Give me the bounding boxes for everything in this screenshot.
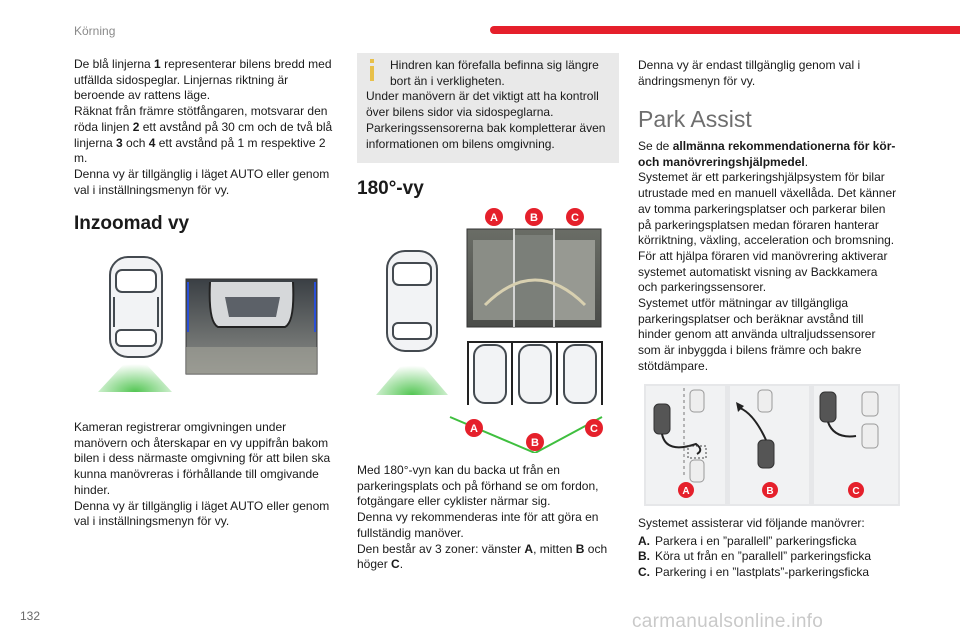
text: De blå linjerna [74,57,155,71]
paragraph-zoom-camera: Kameran registrerar omgivningen under manövern och återskapar en vy uppifrån bakom bilen i dess närmaste omgivning för att bilen ska kunna manövreras i förhållande till omgivande hinder. [74,420,331,497]
paragraph-camera-activation: För att hjälpa föraren vid manövrering aktiverar systemet automatiskt visning av Backkamera och parkeringssensorer. [638,248,888,295]
paragraph-red-line [74,104,336,167]
badge-a: A [470,423,478,435]
zone-a: A [524,541,534,556]
car-top-icon [110,257,162,357]
camera-field-glow [376,353,448,395]
parking-cars-row [467,342,603,405]
paragraph-zoom-availability: Denna vy är tillgänglig i läget AUTO eller genom val i inställningsmenyn för vy. [74,498,330,529]
camera-screen-180 [467,229,601,327]
badge-c: C [852,486,860,497]
paragraph-recommendations [638,139,900,170]
view-180-illustration [370,205,610,453]
list-text: Köra ut från en ”parallell” parkeringsficka [655,549,872,564]
paragraph-menu-availability: Denna vy är endast tillgänglig genom val i ändringsmenyn för vy. [638,58,861,88]
paragraph-180-recommendation: Denna vy rekommenderas inte för att göra en fullständig manöver. [357,510,599,540]
recommendations-link[interactable]: allmänna rekommendationerna för kör- och manövreringshjälpmedel [638,139,896,169]
park-assist-list [638,516,900,581]
text: . [399,557,404,572]
paragraph-blue-lines [74,57,336,104]
info-line-sensors: Parkeringssensorerna bak kompletterar även informationen om bilens omgivning. [366,120,606,151]
zone-b: B [575,541,585,556]
zoom-description [74,420,336,530]
park-assist-text [638,139,900,375]
paragraph-system-description: Systemet är ett parkeringshjälpsystem för bilar utrustade med en manuell växellåda. Det känner av tomma parkeringsplatser och parkerar bilen på parkeringsplatsen medan föraren hanterar körriktning, växling, acceleration och bromsning. [638,170,897,248]
badge-b: B [766,486,774,497]
ref-3: 3 [116,135,123,150]
watermark: carmanualsonline.info [632,611,824,632]
zoom-camera-screen [186,279,317,374]
list-item [638,565,900,581]
text: , mitten [533,541,576,556]
zone-c: C [391,557,400,572]
text: ett avstånd på 1 m respektive 2 m. [74,135,326,166]
badge-a: A [682,486,690,497]
zoom-view-illustration [90,252,335,392]
text: Den består av 3 zoner: vänster [357,541,525,556]
badge-c: C [571,212,579,224]
text: ett avstånd på 30 cm och de två blå linjerna [74,119,333,150]
ref-4: 4 [148,135,156,150]
list-letter: B. [638,549,650,564]
list-text: Parkera i en ”parallell” parkeringsficka [655,533,857,548]
view-180-description [357,463,619,573]
park-assist-illustration [644,384,900,506]
heading-park-assist: Park Assist [638,106,752,132]
zone-badges-bottom [465,419,603,451]
heading-180-view: 180°-vy [357,178,424,199]
list-item [638,534,900,550]
text: och [122,135,149,150]
column-right-top [638,58,900,89]
header-accent-bar [490,26,960,34]
text: och höger [357,541,608,572]
list-letter: C. [638,565,650,580]
list-item [638,549,900,565]
text: . [804,154,809,169]
info-line-obstacles: Hindren kan förefalla befinna sig längre bort än i verkligheten. [390,58,599,88]
badge-b: B [530,212,538,224]
list-text: Parkering i en ”lastplats”-parkeringsficka [655,565,870,580]
paragraph-180-zones [357,542,619,573]
info-text [366,58,612,152]
text: representerar bilens bredd med utfällda sidospeglar. Linjernas riktning är beroende av rattens läge. [74,57,332,103]
zone-badges-top [485,208,584,226]
list-intro: Systemet assisterar vid följande manövrer: [638,516,865,530]
car-top-icon [387,251,437,351]
page-number: 132 [20,609,41,623]
text: Se de [638,139,673,153]
badge-c: C [590,423,598,435]
ref-2: 2 [132,119,140,134]
heading-zoom-view: Inzoomad vy [74,213,190,234]
list-letter: A. [638,533,650,548]
info-box [357,53,619,163]
text: Räknat från främre stötfångaren, motsvarar den röda linjen [74,104,328,134]
ref-1: 1 [154,57,161,71]
paragraph-sensors: Systemet utför mätningar av tillgängliga parkeringsplatser och beräknar avstånd till hinder genom att använda ultraljudssensorer som är inbyggda i bilens främre och bakre stötdämpare. [638,296,876,373]
paragraph-availability: Denna vy är tillgänglig i läget AUTO eller genom val i inställningsmenyn för vy. [74,166,330,197]
paragraph-180-usage: Med 180°-vyn kan du backa ut från en parkeringsplats och på förhand se om fordon, fotgängare eller cyklister närmar sig. [357,463,599,509]
column-left [74,57,336,198]
info-line-mirrors: Under manövern är det viktigt att ha kontroll över bilens sidor via sidospeglarna. [366,89,599,120]
badge-b: B [531,437,539,449]
section-header: Körning [74,24,116,38]
badge-a: A [490,212,498,224]
